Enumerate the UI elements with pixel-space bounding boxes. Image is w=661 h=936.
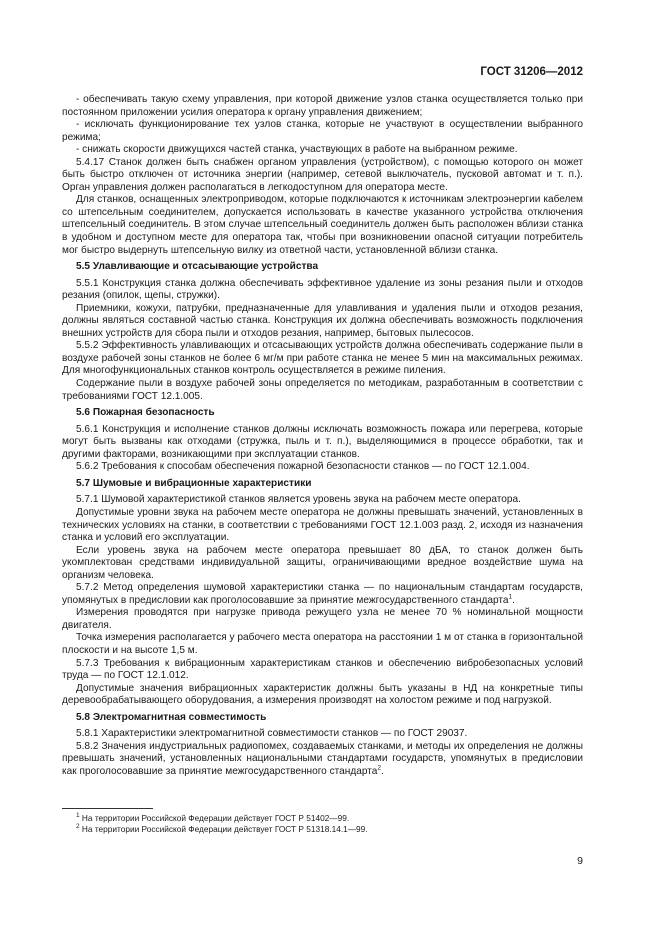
section-heading-5-8: 5.8 Электромагнитная совместимость xyxy=(76,711,267,723)
section-heading-5-7: 5.7 Шумовые и вибрационные характеристики xyxy=(76,477,312,489)
clause-end: . xyxy=(512,594,515,606)
section-heading-5-5: 5.5 Улавливающие и отсасывающие устройства xyxy=(76,261,319,273)
paragraph: Для станков, оснащенных электроприводом, которые подключаются к источникам электроэнергии кабелем со штепсельным соединителем, допускается использовать в качестве указанного устройства отключения штепсельный соединитель. В этом случае штепсельный соединитель должен быть расположен вблизи станка в удобном и доступном месте для оператора так, чтобы при возникновении опасной ситуации потребитель мог быстро выдернуть штепсельную вилку из ответной части, установленной вблизи станка. xyxy=(62,194,583,256)
paragraph: Допустимые значения вибрационных характеристик должны быть указаны в НД на конкретные типы деревообрабатывающего оборудования, а измерения производят на холостом режиме и под нагрузкой. xyxy=(62,682,583,707)
clause-text: 5.8.2 Значения индустриальных радиопомех, создаваемых станками, и методы их определения не должны превышать значений, установленных национальными стандартами государств, упомянутых в предисловии как проголосовавшие за принятие межгосударственного стандарта xyxy=(62,740,583,777)
footnote xyxy=(62,813,583,824)
clause-text: 5.7.2 Метод определения шумовой характеристики станка — по национальным стандартам государств, упомянутых в предисловии как проголосовавшие за принятие межгосударственного стандарта xyxy=(62,582,583,606)
page-number: 9 xyxy=(577,855,583,867)
paragraph: Допустимые уровни звука на рабочем месте оператора не должны превышать значений, установленных в технических условиях на станки, в соответствии с требованиями ГОСТ 12.1.003 разд. 2, исходя из назначения станка и условий его эксплуатации. xyxy=(62,506,583,544)
clause-end: . xyxy=(380,765,384,777)
footnote-divider xyxy=(62,808,153,809)
clause-5-8-1: 5.8.1 Характеристики электромагнитной совместимости станков — по ГОСТ 29037. xyxy=(76,728,468,740)
clause-5-7-1: 5.7.1 Шумовой характеристикой станков является уровень звука на рабочем месте оператора. xyxy=(76,494,521,506)
footnote xyxy=(62,824,583,835)
paragraph: Измерения проводятся при нагрузке привода режущего узла не менее 70 % номинальной мощности двигателя. xyxy=(62,607,583,631)
clause-5-5-2: 5.5.2 Эффективность улавливающих и отсасывающих устройств должна обеспечивать содержание пыли в воздухе рабочей зоны станков не более 6 мг/м при работе станка не менее 5 мин на максимальных режимах. Для многофункциональных станков контроль осуществляется в режиме пиления. xyxy=(62,340,583,377)
footnote-number: 2 xyxy=(76,823,80,831)
paragraph: Если уровень звука на рабочем месте оператора превышает 80 дБА, то станок должен быть укомплектован средствами индивидуальной защиты, ограничивающими вредное воздействие шума на организм человека. xyxy=(62,544,583,581)
paragraph: - исключать функционирование тех узлов станка, которые не участвуют в осуществлении выбранного режима; xyxy=(62,119,583,143)
paragraph: Приемники, кожухи, патрубки, предназначенные для улавливания и удаления пыли и отходов резания, должны являться составной частью станка. Конструкция их должна обеспечивать возможность подключения внешних устройств для сбора пыли и отходов резания, например, бытовых пылесосов. xyxy=(62,302,583,339)
footnote-ref: 2 xyxy=(377,764,381,772)
footnote-text: На территории Российской Федерации действует ГОСТ Р 51402—99. xyxy=(79,813,350,823)
section-heading-5-6: 5.6 Пожарная безопасность xyxy=(76,407,215,419)
clause-5-8-2 xyxy=(62,741,583,779)
clause-5-5-1: 5.5.1 Конструкция станка должна обеспечивать эффективное удаление из зоны резания пыли и отходов резания (опилок, щепы, стружки). xyxy=(62,277,583,302)
footnote-number: 1 xyxy=(76,812,80,820)
clause-5-4-17: 5.4.17 Станок должен быть снабжен органом управления (устройством), с помощью которого он может быть быстро отключен от источника энергии (например, сетевой выключатель, пусковой автомат и т. п.). Орган управления должен располагаться в легкодоступном для оператора месте. xyxy=(62,156,583,193)
footnote-ref: 1 xyxy=(508,593,513,601)
footnotes xyxy=(62,813,583,835)
page-body xyxy=(62,94,583,778)
clause-5-7-2 xyxy=(62,582,583,607)
clause-5-7-3: 5.7.3 Требования к вибрационным характеристикам станков и обеспечению вибробезопасных условий труда — по ГОСТ 12.1.012. xyxy=(62,657,583,682)
paragraph: Точка измерения располагается у рабочего места оператора на расстоянии 1 м от станка в горизонтальной плоскости и на высоте 1,5 м. xyxy=(62,632,583,656)
paragraph: Содержание пыли в воздухе рабочей зоны определяется по методикам, разработанным в соответствии с требованиями ГОСТ 12.1.005. xyxy=(62,378,583,402)
document-header: ГОСТ 31206—2012 xyxy=(480,66,583,78)
paragraph: - снижать скорости движущихся частей станка, участвующих в работе на выбранном режиме. xyxy=(76,144,518,156)
footnote-text: На территории Российской Федерации действует ГОСТ Р 51318.14.1—99. xyxy=(79,824,368,834)
clause-5-6-1: 5.6.1 Конструкция и исполнение станков должны исключать возможность пожара или перегрева, которые могут быть вызваны как отходами (стружка, пыль и т. п.), выделяющимися в процессе обработки, так и другими факторами, возникающими при эксплуатации станков. xyxy=(62,423,583,460)
clause-5-6-2: 5.6.2 Требования к способам обеспечения пожарной безопасности станков — по ГОСТ 12.1.004. xyxy=(76,461,530,473)
paragraph: - обеспечивать такую схему управления, при которой движение узлов станка осуществляется только при постоянном приложении усилия оператора к органу управления движением; xyxy=(62,94,583,118)
